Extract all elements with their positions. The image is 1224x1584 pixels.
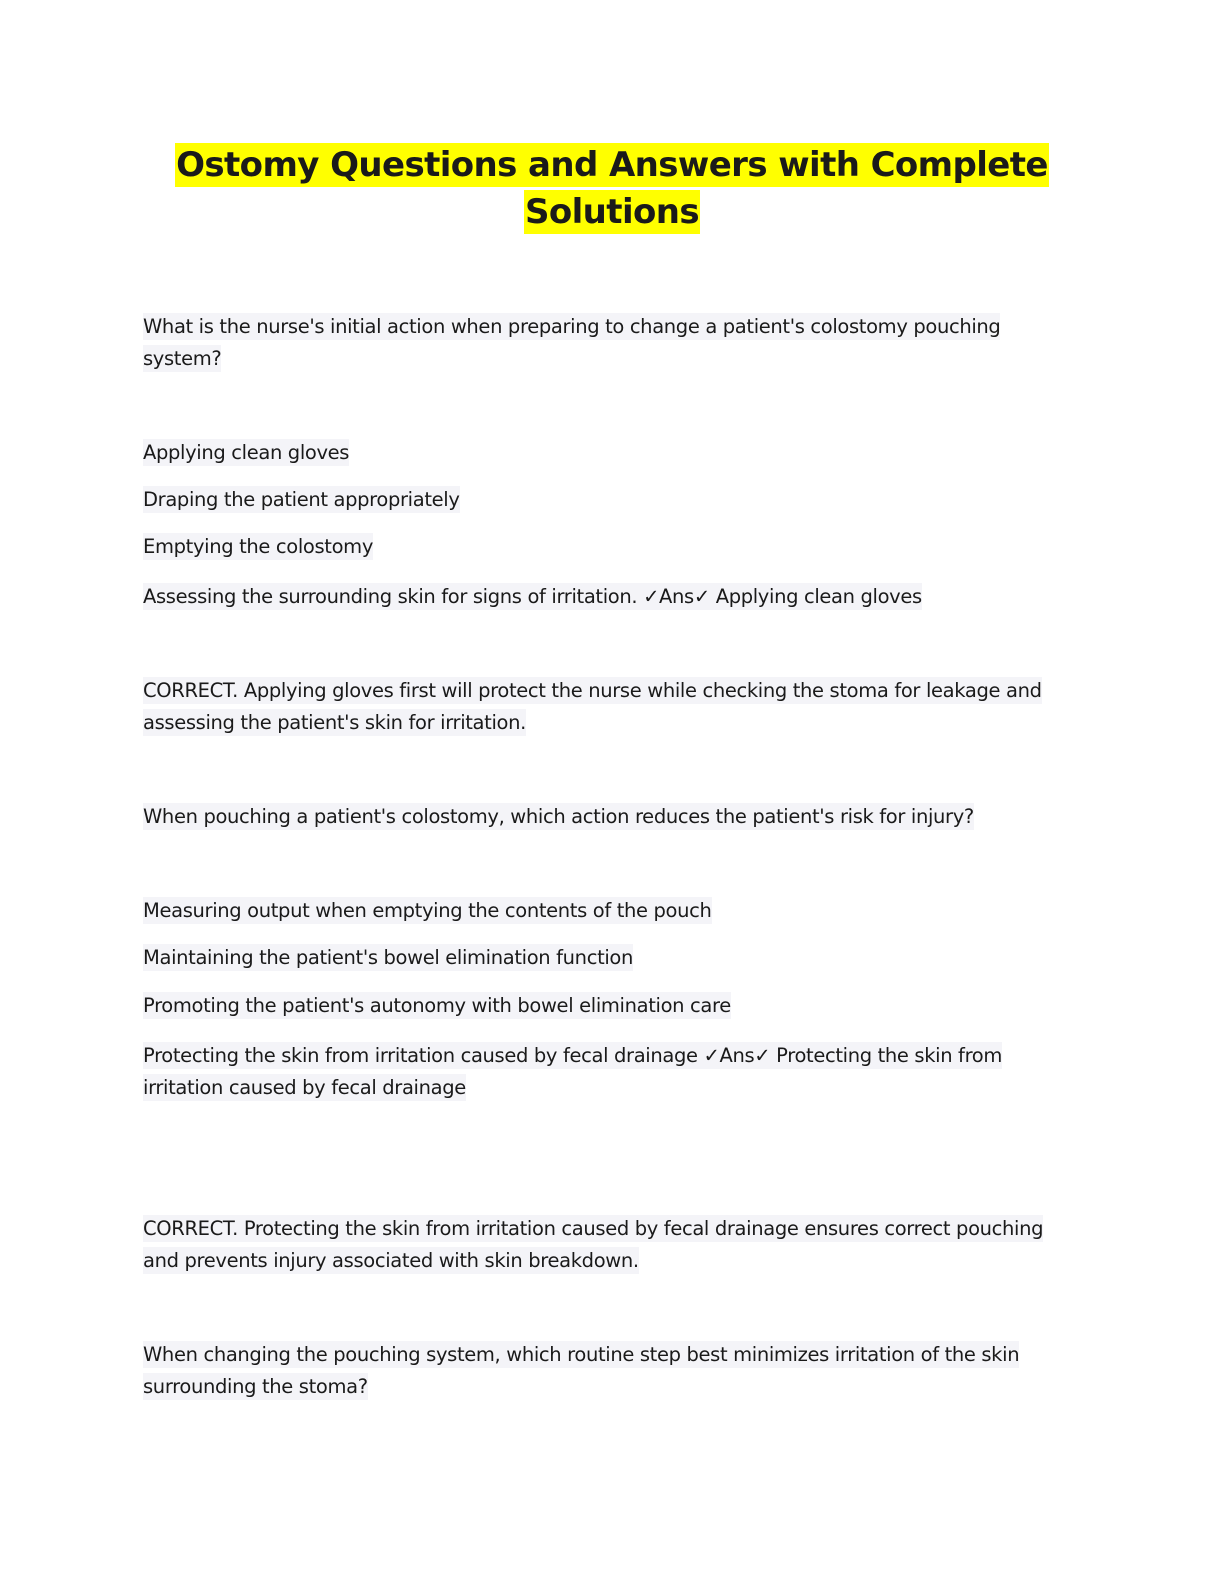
document-title: Ostomy Questions and Answers with Complete Solutions: [176, 145, 1048, 232]
question-1-option-c: Emptying the colostomy: [143, 535, 374, 558]
question-2: When pouching a patient's colostomy, which action reduces the patient's risk for injury?: [143, 805, 974, 828]
question-2-option-b: Maintaining the patient's bowel elimination function: [143, 946, 634, 969]
question-1-option-a: Applying clean gloves: [143, 441, 350, 464]
question-3: When changing the pouching system, which routine step best minimizes irritation of the skin surrounding the stoma?: [143, 1343, 1020, 1398]
question-1-option-d-answer: Assessing the surrounding skin for signs of irritation. ✓Ans✓ Applying clean gloves: [143, 585, 922, 608]
question-2-option-d-answer: Protecting the skin from irritation caused by fecal drainage ✓Ans✓ Protecting the skin from irritation caused by fecal drainage: [143, 1044, 1003, 1099]
question-2-option-c: Promoting the patient's autonomy with bowel elimination care: [143, 994, 731, 1017]
question-2-rationale: CORRECT. Protecting the skin from irritation caused by fecal drainage ensures correct pouching and prevents injury associated with skin breakdown.: [143, 1217, 1044, 1272]
question-1: What is the nurse's initial action when preparing to change a patient's colostomy pouching system?: [143, 315, 1001, 370]
question-2-option-a: Measuring output when emptying the contents of the pouch: [143, 899, 712, 922]
question-1-option-b: Draping the patient appropriately: [143, 488, 460, 511]
question-1-rationale: CORRECT. Applying gloves first will protect the nurse while checking the stoma for leakage and assessing the patient's skin for irritation.: [143, 679, 1042, 734]
